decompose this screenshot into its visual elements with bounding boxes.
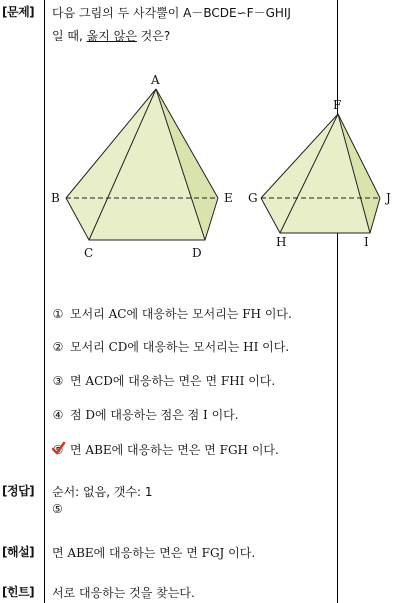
pyramids-figure <box>46 70 391 265</box>
option-4-number: ④ <box>52 408 64 422</box>
vertex-d: D <box>192 246 202 260</box>
hint-text: 서로 대응하는 것을 찾는다. <box>52 586 195 600</box>
vertex-b: B <box>51 191 60 205</box>
vertex-g: G <box>248 191 258 205</box>
option-2-number: ② <box>52 340 64 354</box>
vertex-a: A <box>151 73 160 87</box>
check-mark-icon <box>50 441 66 457</box>
option-1-number: ① <box>52 307 64 321</box>
option-4-text: 점 D에 대응하는 점은 점 I 이다. <box>70 408 239 422</box>
problem-emphasis: 옳지 않은 <box>86 29 137 43</box>
answer-tag: [정답] <box>2 484 35 498</box>
vertex-i: I <box>364 235 369 249</box>
explanation-tag: [해설] <box>2 545 35 559</box>
option-3[interactable] <box>52 372 275 389</box>
answer-meta: 순서: 없음, 갯수: 1 <box>52 485 153 499</box>
option-2[interactable] <box>52 338 289 355</box>
option-1-text: 모서리 AC에 대응하는 모서리는 FH 이다. <box>70 307 292 321</box>
problem-line-2 <box>52 27 170 44</box>
hint-tag: [힌트] <box>2 585 35 599</box>
vertex-h: H <box>276 235 287 249</box>
vertex-j: J <box>386 191 391 205</box>
explanation-text: 면 ABE에 대응하는 면은 면 FGJ 이다. <box>52 546 256 560</box>
problem-line-2a: 일 때, <box>52 29 87 43</box>
problem-tag: [문제] <box>2 5 35 19</box>
problem-line-2c: 것은? <box>136 29 171 43</box>
vertex-c: C <box>84 246 94 260</box>
right-pyramid <box>248 98 391 249</box>
option-5-text: 면 ABE에 대응하는 면은 면 FGH 이다. <box>70 443 279 457</box>
option-4[interactable] <box>52 406 239 423</box>
option-1[interactable] <box>52 305 292 322</box>
option-3-number: ③ <box>52 374 64 388</box>
answer-value: ⑤ <box>52 502 63 516</box>
vertex-e: E <box>224 191 233 205</box>
problem-line-1: 다음 그림의 두 사각뿔이 A－BCDE∽F－GHIJ <box>52 6 291 20</box>
option-5-number <box>52 443 64 457</box>
option-3-text: 면 ACD에 대응하는 면은 면 FHI 이다. <box>70 374 276 388</box>
left-pyramid <box>51 73 233 260</box>
option-2-text: 모서리 CD에 대응하는 모서리는 HI 이다. <box>70 340 290 354</box>
vertex-f: F <box>333 98 342 112</box>
option-5-num-glyph: ⑤ <box>52 443 64 457</box>
option-5[interactable] <box>52 441 279 458</box>
